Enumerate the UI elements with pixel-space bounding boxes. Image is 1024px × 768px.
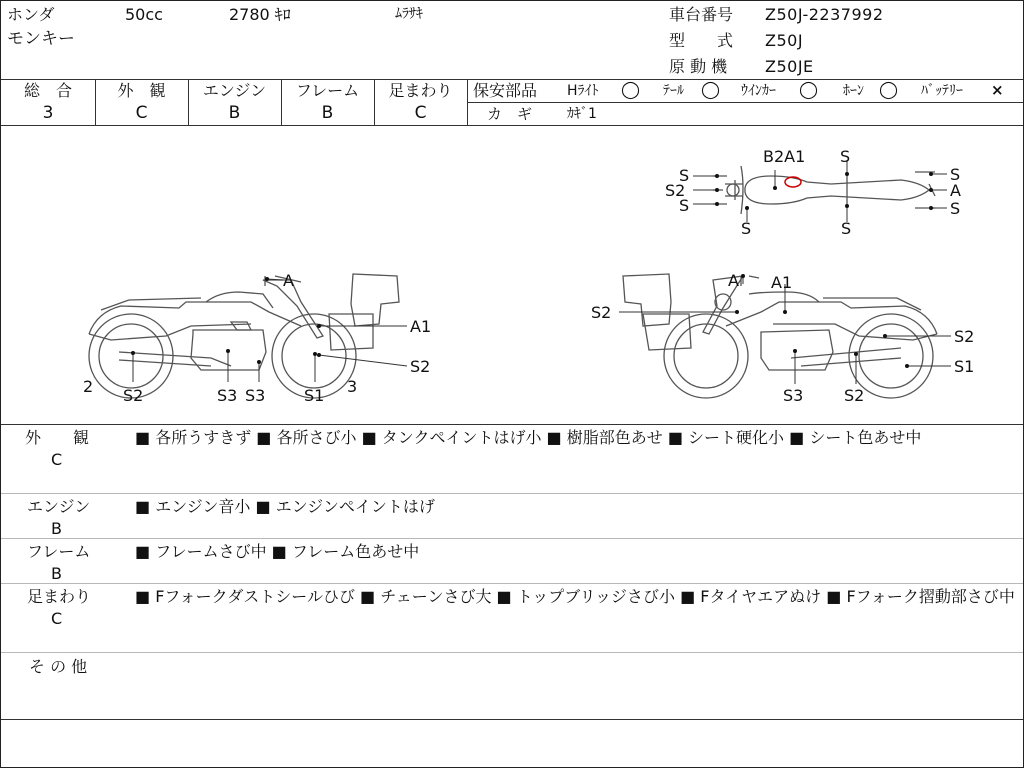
- label-top-s-r2: S: [950, 199, 961, 218]
- comment-label: 外 観: [25, 428, 90, 447]
- comment-other: [1, 653, 1023, 719]
- safety-winker: ｳｲﾝｶｰ: [741, 83, 776, 99]
- grade-engine-value: B: [228, 103, 241, 123]
- comment-suspension: [1, 584, 1023, 652]
- safety-horn: ﾎｰﾝ: [843, 83, 864, 99]
- label-left-a: A: [283, 271, 294, 290]
- label-left-s2: S2: [410, 357, 431, 376]
- maker: ホンダ: [7, 5, 55, 24]
- comment-engine: [1, 494, 1023, 538]
- key-value: ｶｷﾞ1: [567, 106, 597, 122]
- label-left-2: 2: [83, 377, 94, 396]
- label-right-a: A: [728, 271, 739, 290]
- label-left-s1: S1: [304, 386, 325, 405]
- damage-diagram: [1, 126, 1023, 424]
- divider: [1, 79, 1023, 80]
- safety-battery-mark: ×: [991, 81, 1004, 99]
- label-top-s-l2: S: [679, 196, 690, 215]
- key-label: カ ギ: [487, 105, 533, 123]
- safety-tail: ﾃｰﾙ: [663, 83, 684, 99]
- engine-label: 原 動 機: [669, 57, 728, 76]
- engine: Z50JE: [765, 57, 814, 76]
- frame-no-label: 車台番号: [669, 5, 734, 24]
- grade-overall-value: 3: [42, 103, 54, 123]
- label-left-a1: A1: [410, 317, 432, 336]
- safety-tail-mark: ◯: [701, 80, 721, 100]
- label-top-b2a1: B2A1: [763, 147, 806, 166]
- grade-suspension-label: 足まわり: [388, 81, 453, 100]
- label-top-s-b1: S: [741, 219, 752, 238]
- label-top-s-l1: S: [679, 166, 690, 185]
- comment-text: ■ 各所うすきず ■ 各所さび小 ■ タンクペイントはげ小 ■ 樹脂部色あせ ■ シート硬化小 ■ シート色あせ中: [135, 428, 922, 447]
- label-top-s: S: [840, 147, 851, 166]
- label-right-s1: S1: [954, 357, 975, 376]
- safety-battery: ﾊﾞｯﾃﾘｰ: [921, 83, 963, 99]
- safety-headlight: Hﾗｲﾄ: [567, 83, 599, 99]
- grade-engine-label: エンジン: [202, 81, 267, 100]
- label-right-s3: S3: [783, 386, 804, 405]
- type-label: 型 式: [669, 31, 734, 50]
- comment-frame: [1, 539, 1023, 583]
- label-top-a-r: A: [950, 181, 961, 200]
- grade-frame-label: フレーム: [295, 81, 360, 100]
- safety-headlight-mark: ◯: [621, 80, 641, 100]
- grade-exterior-value: C: [135, 103, 148, 123]
- grade-frame-value: B: [321, 103, 334, 123]
- comment-label: エンジン: [27, 497, 91, 516]
- color: ﾑﾗｻｷ: [395, 6, 423, 22]
- label-top-s-r1: S: [950, 165, 961, 184]
- label-left-3: 3: [347, 377, 358, 396]
- comment-exterior: [1, 425, 1023, 493]
- label-top-s2-l: S2: [665, 181, 686, 200]
- label-right-a1: A1: [771, 273, 793, 292]
- safety-label: 保安部品: [473, 81, 538, 100]
- type: Z50J: [765, 31, 804, 50]
- comment-grade: C: [51, 450, 63, 469]
- grade-suspension-value: C: [414, 103, 427, 123]
- safety-horn-mark: ◯: [879, 80, 899, 100]
- comment-text: ■ フレームさび中 ■ フレーム色あせ中: [135, 542, 420, 561]
- comment-grade: C: [51, 609, 63, 628]
- comment-text: ■ エンジン音小 ■ エンジンペイントはげ: [135, 497, 435, 516]
- label-left-s3b: S3: [245, 386, 266, 405]
- comments-section: [1, 425, 1023, 767]
- grade-overall-label: 総 合: [23, 81, 72, 100]
- safety-winker-mark: ◯: [799, 80, 819, 100]
- label-left-s3a: S3: [217, 386, 238, 405]
- label-right-s2-bottom: S2: [844, 386, 865, 405]
- frame-no: Z50J-2237992: [765, 5, 884, 24]
- comment-grade: B: [51, 519, 62, 538]
- comment-label: そ の 他: [29, 657, 88, 676]
- label-right-s2-right: S2: [954, 327, 975, 346]
- label-top-s-b2: S: [841, 219, 852, 238]
- grade-exterior-label: 外 観: [117, 81, 166, 100]
- comment-grade: B: [51, 564, 62, 583]
- displacement: 50cc: [125, 5, 163, 24]
- comment-label: フレーム: [27, 542, 91, 561]
- label-right-s2-left: S2: [591, 303, 612, 322]
- model-name: モンキー: [7, 29, 75, 49]
- label-left-s2-bottom: S2: [123, 386, 144, 405]
- mileage: 2780 ｷﾛ: [229, 5, 291, 24]
- comment-text: ■ Fフォークダストシールひび ■ チェーンさび大 ■ トップブリッジさび小 ■ Fタイヤエアぬけ ■ Fフォーク摺動部さび中: [135, 587, 1015, 606]
- comment-label: 足まわり: [27, 587, 92, 606]
